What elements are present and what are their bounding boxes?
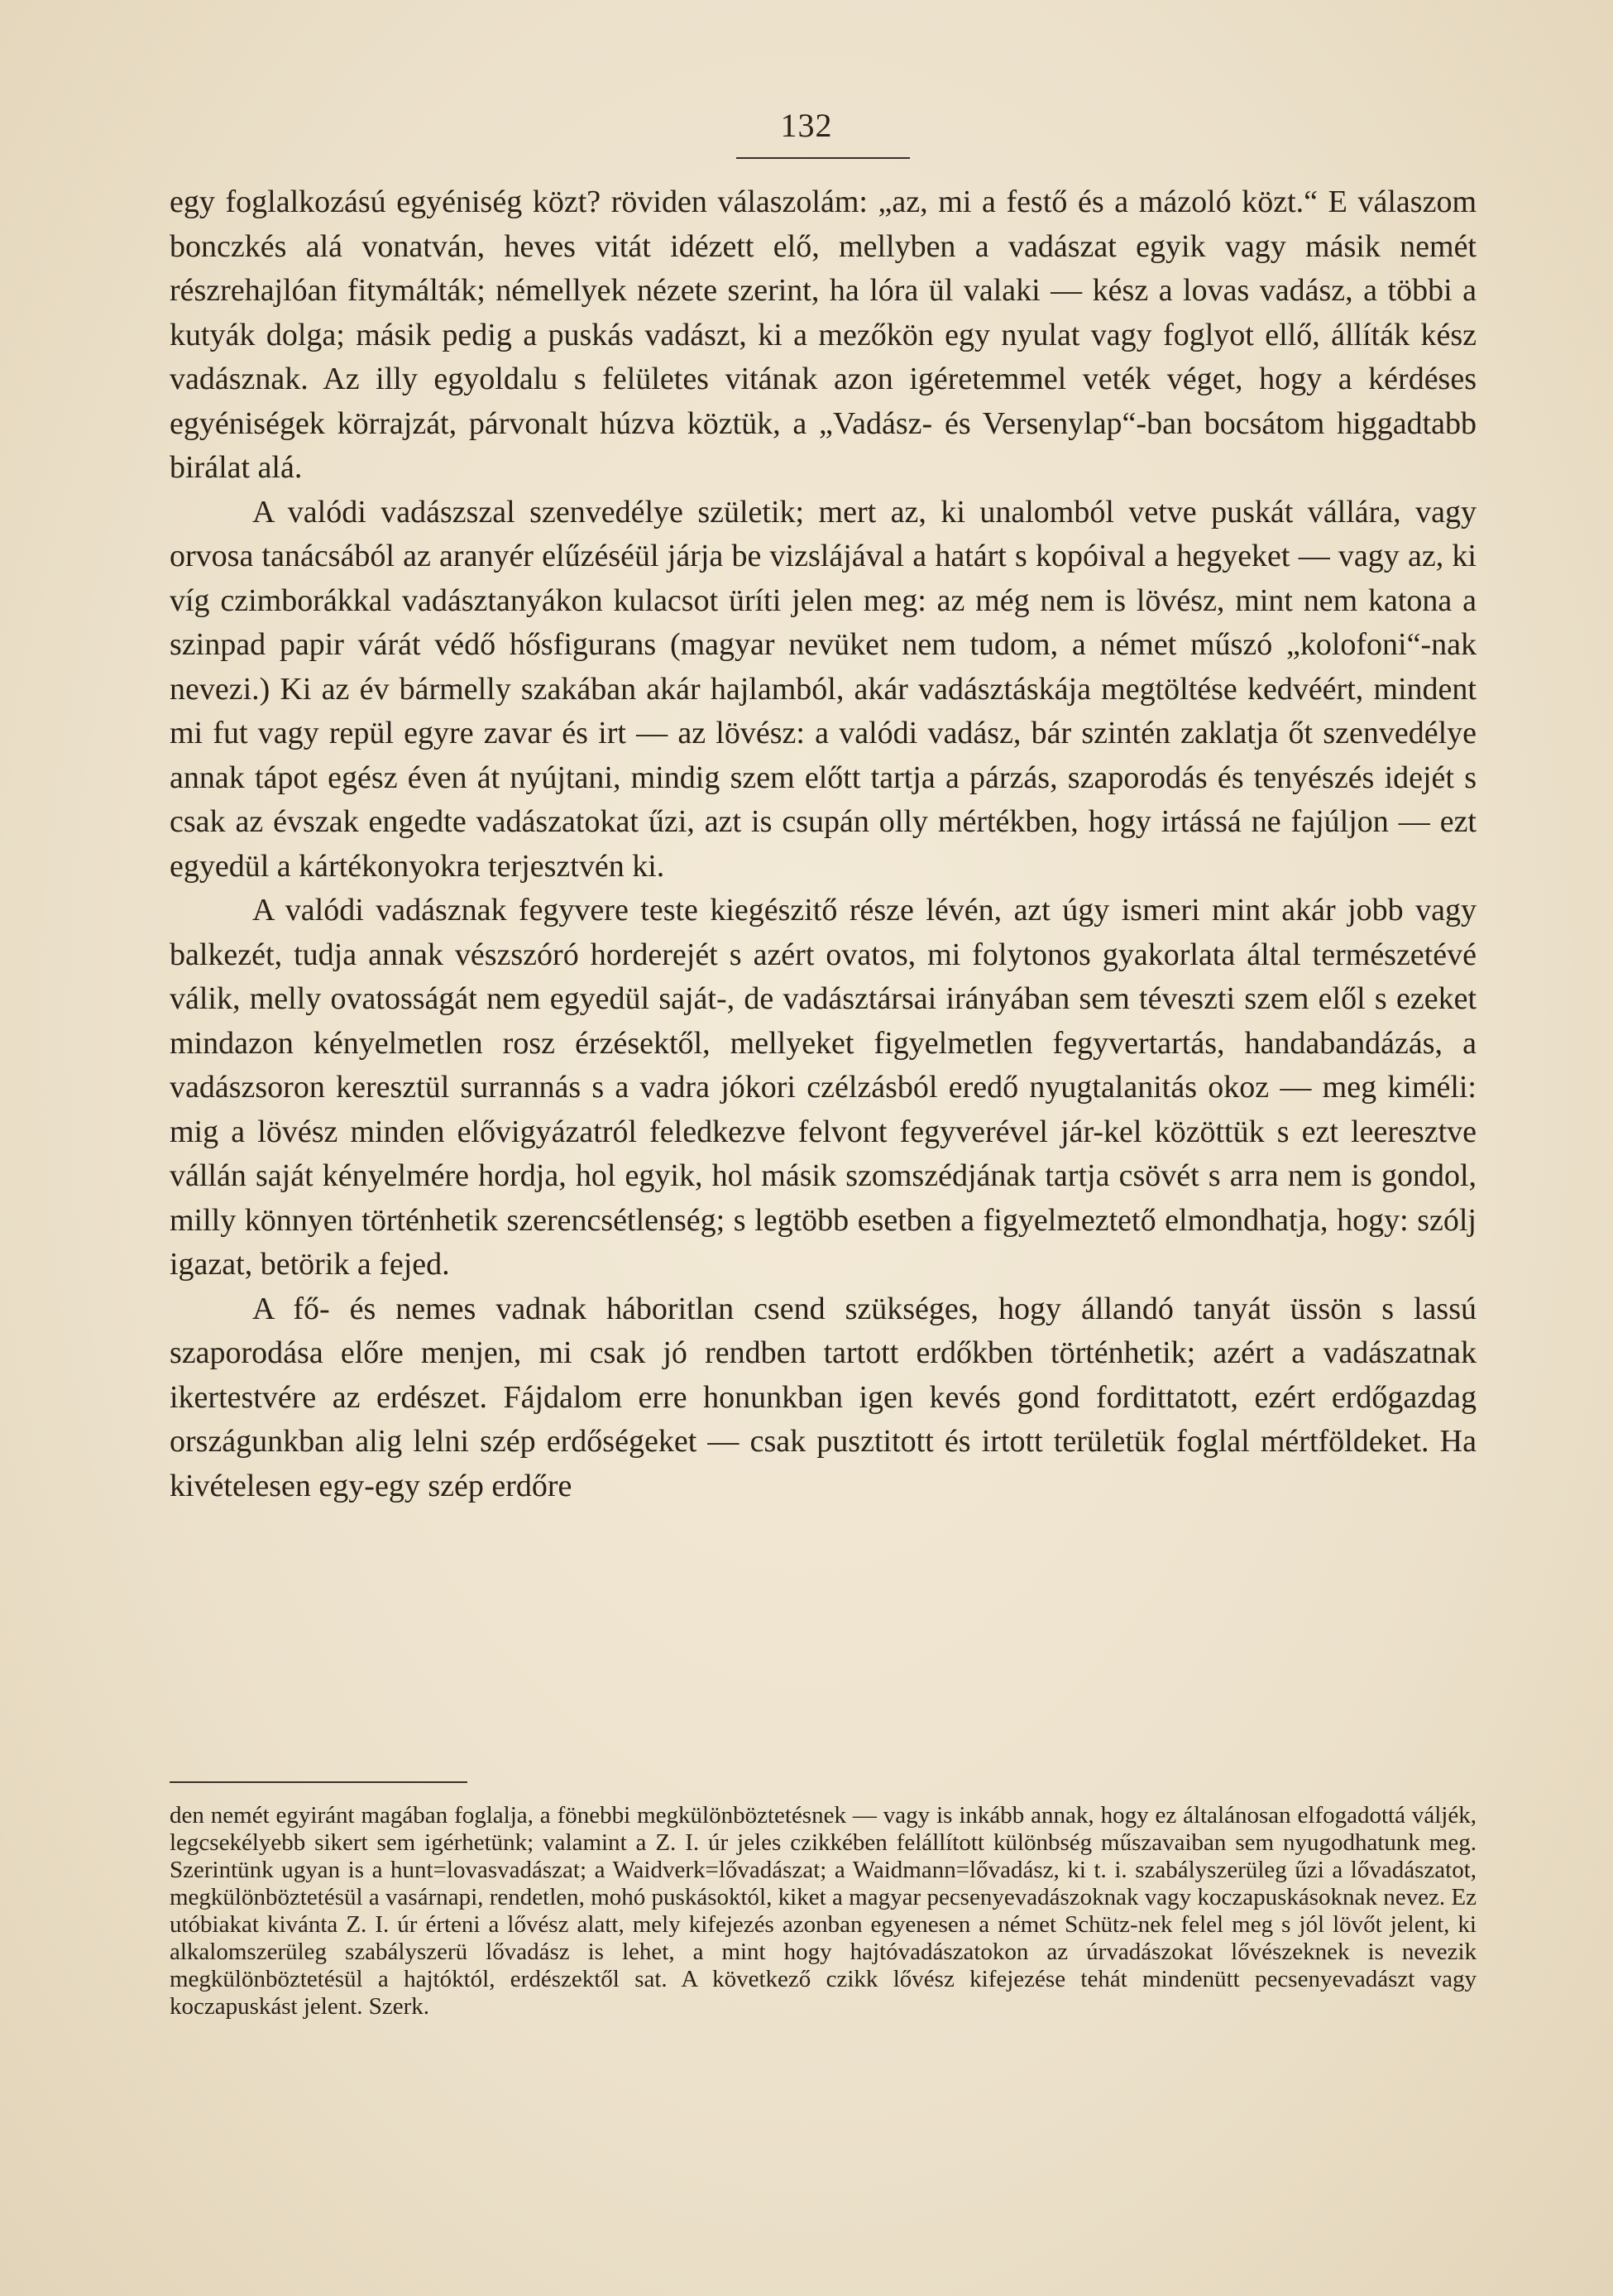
- footnote: [170, 1802, 1477, 2020]
- paragraph: egy foglalkozású egyéniség közt? röviden válaszolám: „az, mi a festő és a mázoló közt.“ E válaszom bonczkés alá vonatván, heves vitát idézett elő, mellyben a vadászat egyik vagy másik nemét részrehajlóan fitymálták; némellyek nézete szerint, ha lóra ül valaki — kész a lovas vadász, a többi a kutyák dolga; másik pedig a puskás vadászt, ki a mezőkön egy nyulat vagy foglyot ellő, állíták kész vadásznak. Az illy egyoldalu s felületes vitának azon igéretemmel veték véget, hogy a kérdéses egyéniségek körrajzát, párvonalt húzva köztük, a „Vadász- és Versenylap“-ban bocsátom higgadtabb birálat alá.: [170, 185, 1477, 485]
- page-number: 132: [780, 107, 833, 144]
- header-rule: [736, 157, 910, 159]
- paragraph: A valódi vadásznak fegyvere teste kiegészitő része lévén, azt úgy ismeri mint akár jobb vagy balkezét, tudja annak vészszóró horderejét s azért ovatos, mi folytonos gyakorlata által természetévé válik, melly ovatosságát nem egyedül saját-, de vadásztársai irányában sem téveszti szem elől s ezeket mindazon kényelmetlen rosz érzésektől, mellyeket figyelmetlen fegyvertartás, handabandázás, a vadászsoron keresztül surrannás s a vadra jókori czélzásból eredő nyugtalanitás okoz — meg kiméli: mig a lövész minden elővigyázatról feledkezve felvont fegyverével jár-kel közöttük s ezt leeresztve vállán saját kényelmére hordja, hol egyik, hol másik szomszédjának tartja csövét s arra nem is gondol, milly könnyen történhetik szerencsétlenség; s legtöbb esetben a figyelmeztető elmondhatja, hogy: szólj igazat, betörik a fejed.: [170, 893, 1477, 1282]
- body-text: [170, 180, 1477, 1508]
- paragraph: A fő- és nemes vadnak háboritlan csend szükséges, hogy állandó tanyát üssön s lassú szaporodása előre menjen, mi csak jó rendben tartott erdőkben történhetik; azért a vadászatnak ikertestvére az erdészet. Fájdalom erre honunkban igen kevés gond fordittatott, ezért erdőgazdag országunkban alig lelni szép erdőségeket — csak pusztitott és irtott területük foglal mértföldeket. Ha kivételesen egy-egy szép erdőre: [170, 1291, 1477, 1503]
- footnote-rule: [170, 1781, 467, 1783]
- footnote-text: den nemét egyiránt magában foglalja, a fönebbi megkülönböztetésnek — vagy is inkább annak, hogy ez általánosan elfogadottá váljék, legcsekélyebb sikert sem igérhetünk; valamint a Z. I. úr jeles czikkében felállított különbség műszavaiban sem nyugodhatunk meg. Szerintünk ugyan is a hunt=lovasvadászat; a Waidverk=lővadászat; a Waidmann=lővadász, ki t. i. szabályszerüleg űzi a lővadászatot, megkülönböztetésül a vasárnapi, rendetlen, mohó puskásoktól, kiket a magyar pecsenyevadászoknak vagy koczapuskásoknak nevez. Ez utóbiakat kivánta Z. I. úr érteni a lővész alatt, mely kifejezés azonban egyenesen a német Schütz-nek felel meg s jól lövőt jelent, ki alkalomszerüleg szabályszerü lővadász is lehet, a mint hogy hajtóvadászatokon az úrvadászokat lővészeknek is nevezik megkülönböztetésül a hajtóktól, erdészektől sat. A következő czikk lővész kifejezése tehát mindenütt pecsenyevadászt vagy koczapuskást jelent. Szerk.: [170, 1802, 1477, 2020]
- paragraph: A valódi vadászszal szenvedélye születik; mert az, ki unalomból vetve puskát vállára, vagy orvosa tanácsából az aranyér elűzéséül járja be vizslájával a határt s kopóival a hegyeket — vagy az, ki víg czimborákkal vadásztanyákon kulacsot üríti jelen meg: az még nem is lövész, mint nem katona a szinpad papir várát védő hősfigurans (magyar nevüket nem tudom, a német műszó „kolofoni“-nak nevezi.) Ki az év bármelly szakában akár hajlamból, akár vadásztáskája megtöltése kedvéért, mindent mi fut vagy repül egyre zavar és irt — az lövész: a valódi vadász, bár szintén zaklatja őt szenvedélye annak tápot egész éven át nyújtani, mindig szem előtt tartja a párzás, szaporodás és tenyészés idejét s csak az évszak engedte vadászatokat űzi, azt is csupán olly mértékben, hogy irtássá ne fajúljon — ezt egyedül a kártékonyokra terjesztvén ki.: [170, 494, 1477, 884]
